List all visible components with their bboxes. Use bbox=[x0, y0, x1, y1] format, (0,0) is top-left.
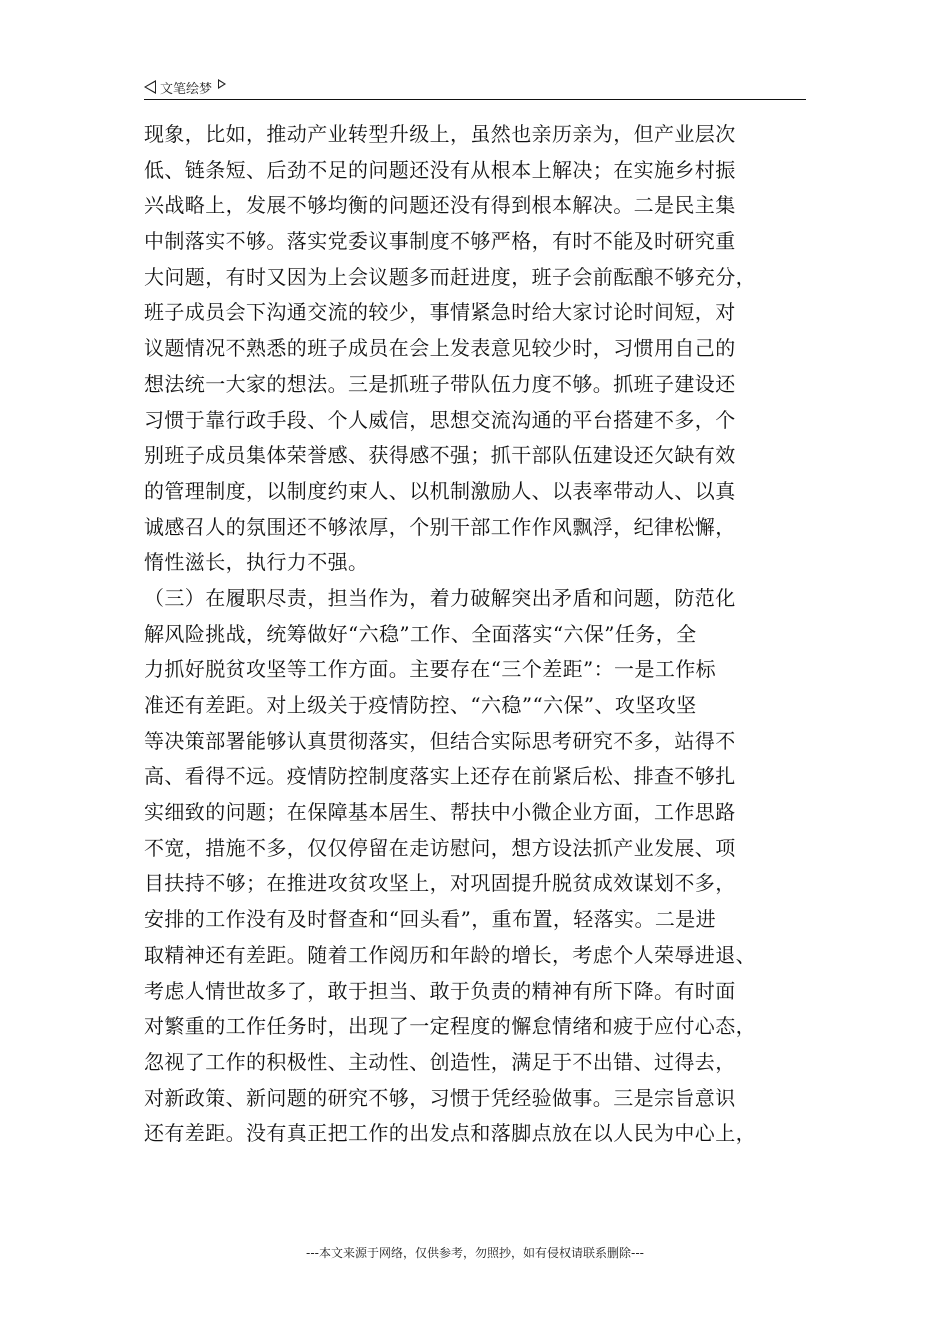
text-line: 力抓好脱贫攻坚等工作方面。主要存在“三个差距”：一是工作标 bbox=[144, 657, 717, 682]
triangle-right-icon bbox=[218, 79, 226, 89]
text-line: 不宽，措施不多，仅仅停留在走访慰问，想方设法抓产业发展、项 bbox=[144, 835, 736, 860]
text-line: 实细致的问题；在保障基本居生、帮扶中小微企业方面，工作思路 bbox=[144, 800, 736, 825]
text-line: 还有差距。没有真正把工作的出发点和落脚点放在以人民为中心上， bbox=[144, 1121, 756, 1146]
text-line: 议题情况不熟悉的班子成员在会上发表意见较少时，习惯用自己的 bbox=[144, 336, 736, 361]
text-line: 惰性滋长，执行力不强。 bbox=[144, 550, 369, 575]
text-line: 诚感召人的氛围还不够浓厚，个别干部工作作风飘浮，纪律松懈， bbox=[144, 514, 736, 539]
text-line: 中制落实不够。落实党委议事制度不够严格，有时不能及时研究重 bbox=[144, 229, 736, 254]
header-divider bbox=[144, 99, 806, 100]
document-body bbox=[144, 117, 808, 1152]
text-line: 对新政策、新问题的研究不够，习惯于凭经验做事。三是宗旨意识 bbox=[144, 1085, 736, 1110]
text-line: 解风险挑战，统筹做好“六稳”工作、全面落实“六保”任务，全 bbox=[144, 621, 697, 646]
text-line: 班子成员会下沟通交流的较少，事情紧急时给大家讨论时间短，对 bbox=[144, 300, 736, 325]
text-line: 低、链条短、后劲不足的问题还没有从根本上解决；在实施乡村振 bbox=[144, 157, 736, 182]
text-line: 高、看得不远。疫情防控制度落实上还存在前紧后松、排查不够扎 bbox=[144, 764, 736, 789]
text-line: 想法统一大家的想法。三是抓班子带队伍力度不够。抓班子建设还 bbox=[144, 371, 736, 396]
triangle-left-icon bbox=[144, 80, 156, 94]
text-line: 考虑人情世故多了，敢于担当、敢于负责的精神有所下降。有时面 bbox=[144, 978, 736, 1003]
text-line: 别班子成员集体荣誉感、获得感不强；抓干部队伍建设还欠缺有效 bbox=[144, 443, 736, 468]
text-line: 现象，比如，推动产业转型升级上，虽然也亲历亲为，但产业层次 bbox=[144, 122, 736, 146]
text-line: 大问题，有时又因为上会议题多而赶进度，班子会前酝酿不够充分， bbox=[144, 264, 756, 289]
text-line: 忽视了工作的积极性、主动性、创造性，满足于不出错、过得去， bbox=[144, 1049, 736, 1074]
text-line: （三）在履职尽责，担当作为，着力破解突出矛盾和问题，防范化 bbox=[144, 585, 736, 610]
page-header bbox=[144, 76, 806, 98]
header-title: 文笔绘梦 bbox=[160, 81, 213, 97]
text-line: 的管理制度，以制度约束人、以机制激励人、以表率带动人、以真 bbox=[144, 478, 736, 503]
text-line: 习惯于靠行政手段、个人威信，思想交流沟通的平台搭建不多，个 bbox=[144, 407, 736, 432]
text-line: 取精神还有差距。随着工作阅历和年龄的增长，考虑个人荣辱进退、 bbox=[144, 942, 756, 967]
text-line: 安排的工作没有及时督查和“回头看”，重布置，轻落实。二是进 bbox=[144, 907, 717, 932]
text-line: 等决策部署能够认真贯彻落实，但结合实际思考研究不多，站得不 bbox=[144, 728, 736, 753]
text-line: 对繁重的工作任务时，出现了一定程度的懈怠情绪和疲于应付心态， bbox=[144, 1014, 756, 1039]
text-line: 准还有差距。对上级关于疫情防控、“六稳”“六保”、攻坚攻坚 bbox=[144, 693, 697, 717]
text-line: 兴战略上，发展不够均衡的问题还没有得到根本解决。二是民主集 bbox=[144, 193, 736, 218]
text-line: 目扶持不够；在推进攻贫攻坚上，对巩固提升脱贫成效谋划不多， bbox=[144, 871, 736, 896]
footer-disclaimer: ---本文来源于网络，仅供参考，勿照抄，如有侵权请联系删除--- bbox=[306, 1246, 644, 1260]
